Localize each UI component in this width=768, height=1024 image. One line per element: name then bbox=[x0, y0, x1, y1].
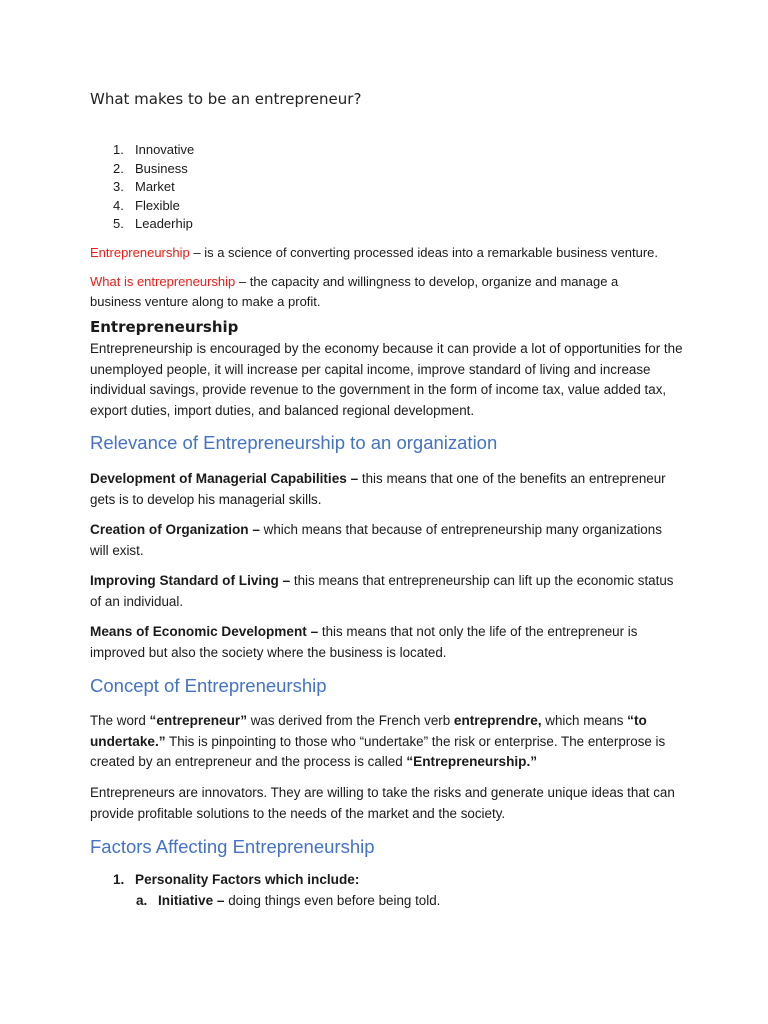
list-item: 1. Innovative bbox=[113, 142, 195, 157]
list-item: 3. Market bbox=[113, 179, 175, 195]
definition-term: Entrepreneurship bbox=[90, 245, 190, 260]
definition-2: What is entrepreneurship – the capacity and willingness to develop, organize and manage a business venture along to make a profit. bbox=[90, 274, 619, 309]
section-title-entrepreneurship: Entrepreneurship bbox=[90, 318, 239, 336]
relevance-item: Improving Standard of Living – this means that entrepreneurship can lift up the economic status of an individual. bbox=[90, 573, 674, 609]
relevance-item: Development of Managerial Capabilities – this means that one of the benefits an entrepreneur gets is to develop his managerial skills. bbox=[90, 471, 666, 507]
traits-list bbox=[113, 141, 194, 234]
heading-concept: Concept of Entrepreneurship bbox=[90, 675, 327, 696]
definition-term: What is entrepreneurship bbox=[90, 274, 236, 289]
concept-paragraph-2: Entrepreneurs are innovators. They are willing to take the risks and generate unique ideas that can provide profitable solutions to the needs of the market and the society. bbox=[90, 785, 675, 821]
definition-1: Entrepreneurship – is a science of converting processed ideas into a remarkable business venture. bbox=[90, 245, 658, 260]
relevance-item: Means of Economic Development – this means that not only the life of the entrepreneur is improved but also the society where the business is located. bbox=[90, 624, 638, 660]
list-item: 2. Business bbox=[113, 160, 188, 176]
heading-factors: Factors Affecting Entrepreneurship bbox=[90, 836, 375, 857]
heading-relevance: Relevance of Entrepreneurship to an organization bbox=[90, 432, 498, 453]
relevance-item: Creation of Organization – which means that because of entrepreneurship many organizations will exist. bbox=[90, 522, 662, 558]
page-title: What makes to be an entrepreneur? bbox=[90, 90, 362, 108]
list-item: 4. Flexible bbox=[113, 197, 180, 213]
factor-sub-item-a: a. Initiative – doing things even before being told. bbox=[136, 893, 441, 908]
list-item: 5. Leaderhip bbox=[113, 216, 193, 232]
concept-paragraph-1: The word “entrepreneur” was derived from the French verb entreprendre, which means “to undertake.” This is pinpointing to those who “undertake” the risk or enterprise. The enterprose is created by an entrepreneur and the process is called “Entrepreneurship.” bbox=[90, 713, 666, 769]
entrepreneurship-paragraph: Entrepreneurship is encouraged by the economy because it can provide a lot of opportunities for the unemployed people, it will increase per capital income, improve standard of living and increase individual savings, provide revenue to the government in the form of income tax, value added tax, export duties, import duties, and balanced regional development. bbox=[90, 341, 683, 418]
factor-item-1: 1. Personality Factors which include: bbox=[113, 872, 360, 887]
